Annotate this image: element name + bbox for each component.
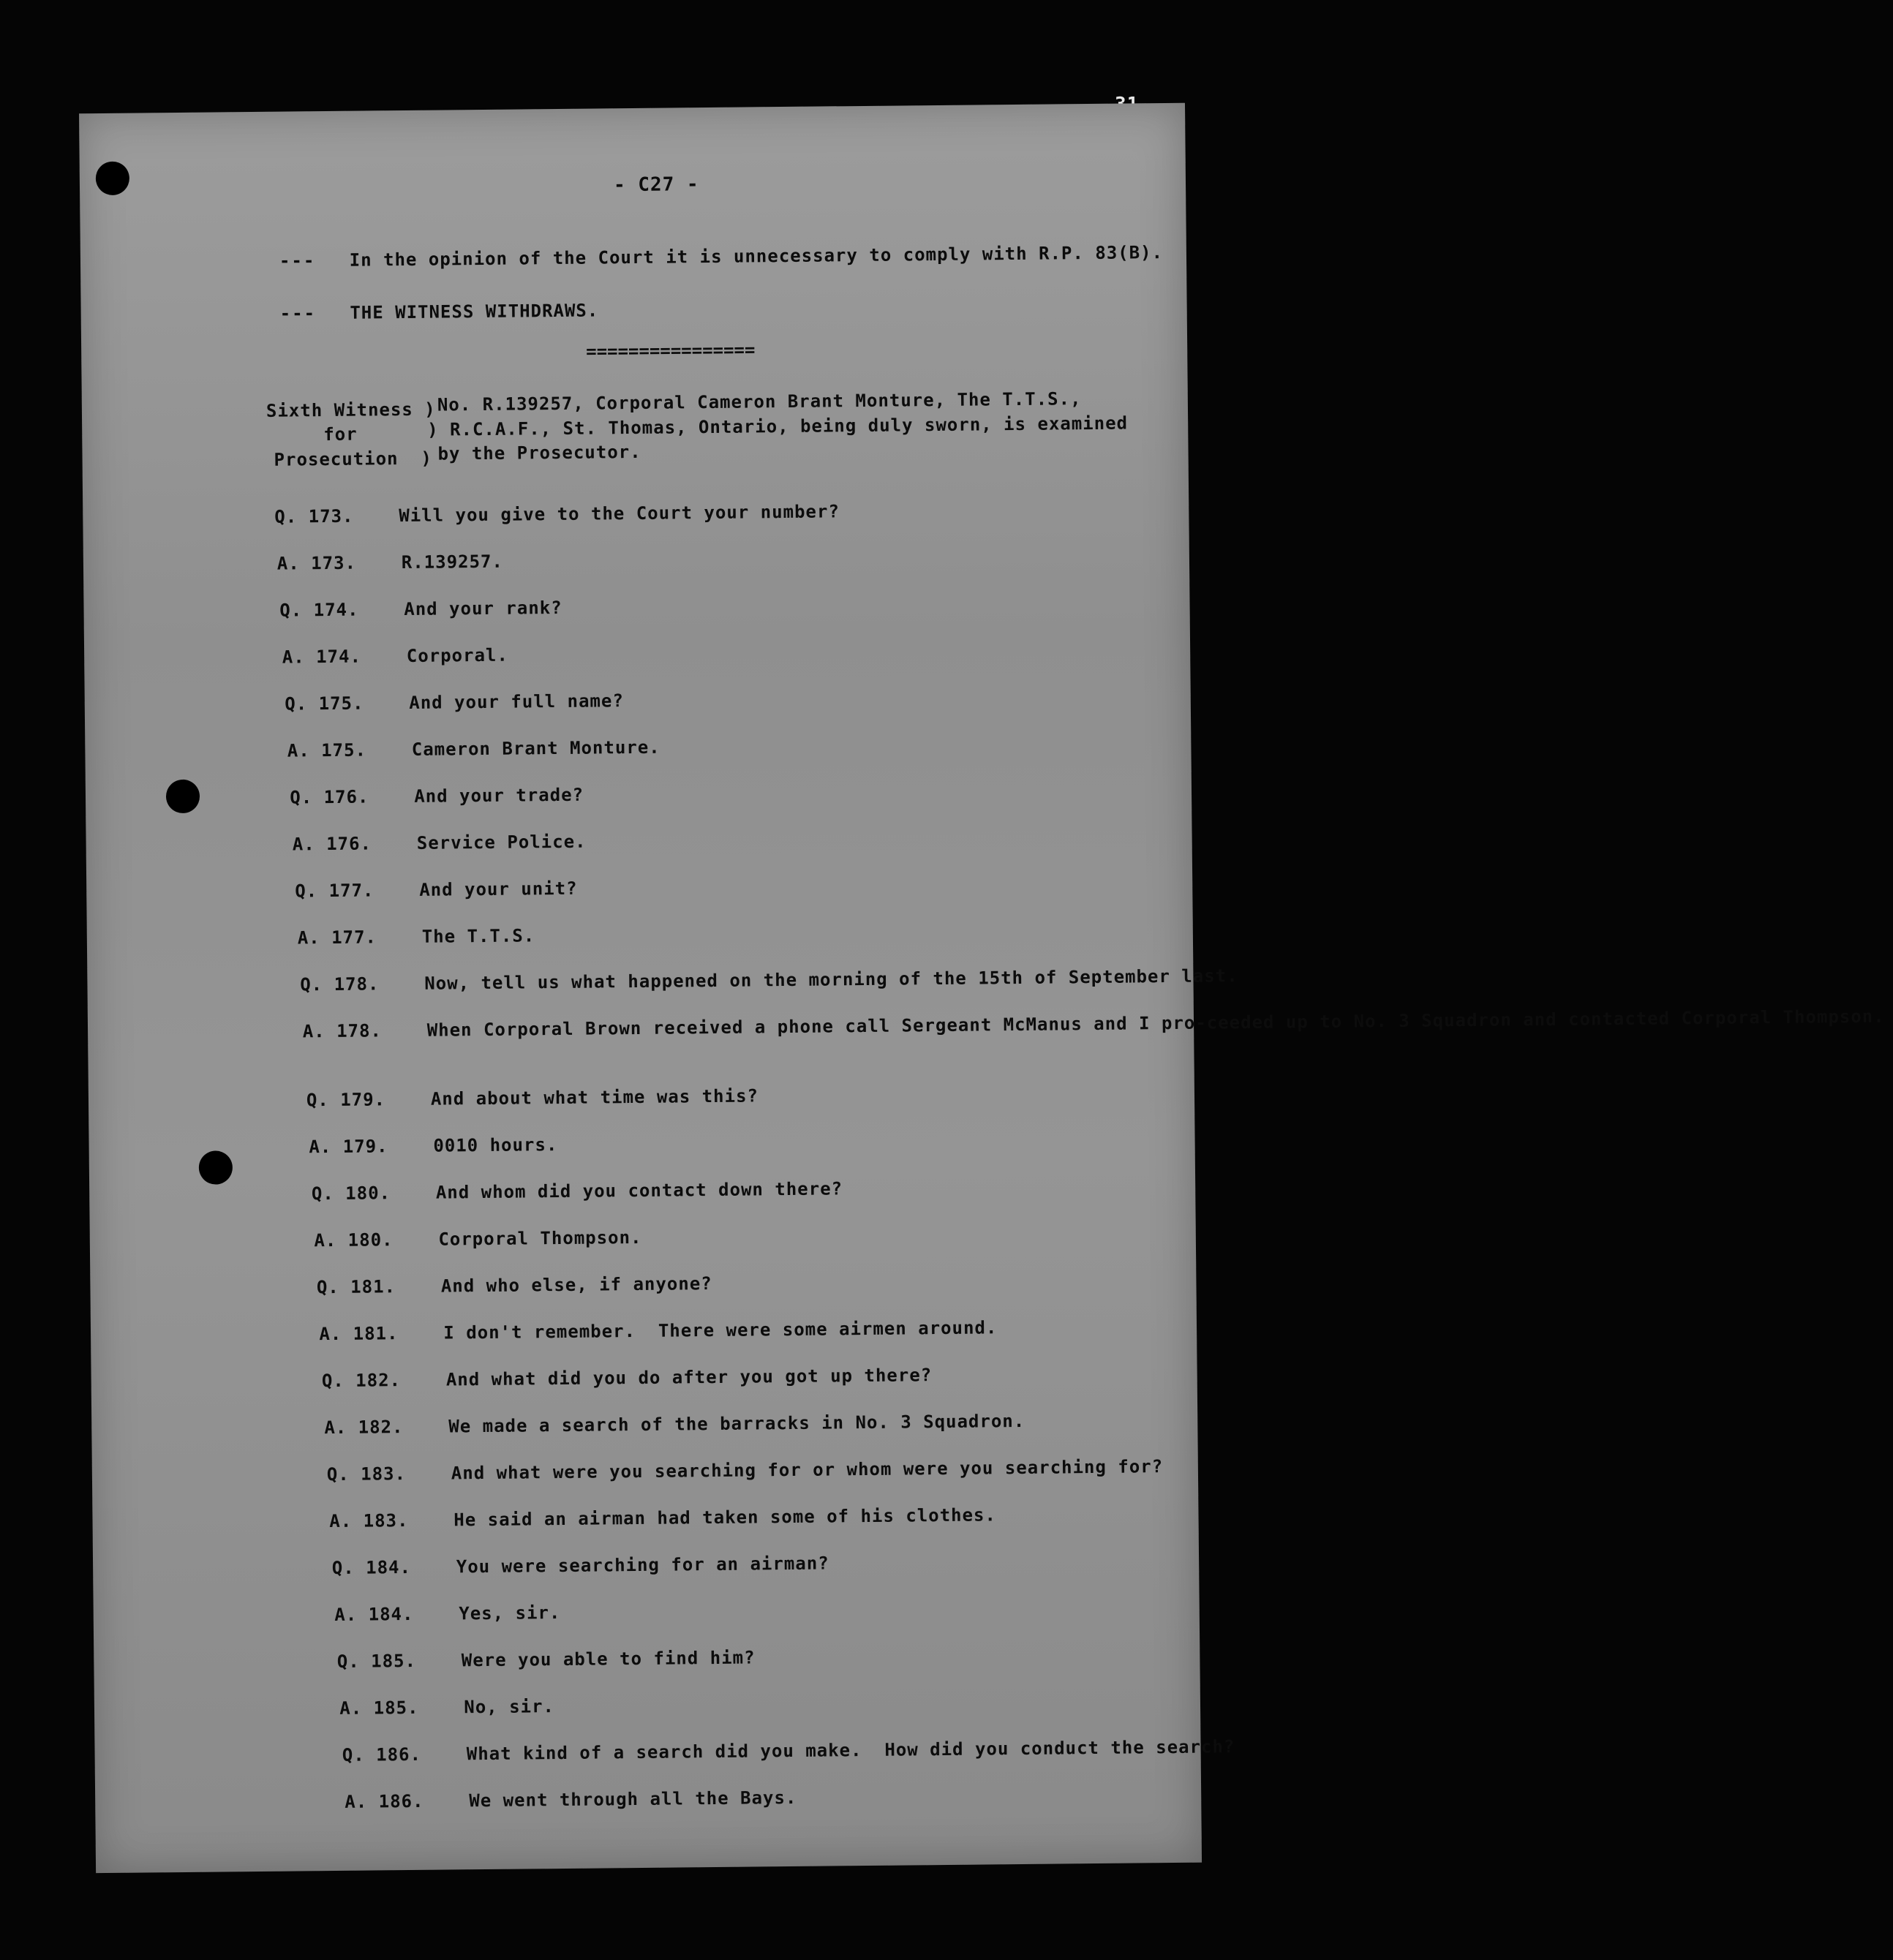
entry-number: Q. 177. xyxy=(295,880,375,902)
entry-text xyxy=(459,1602,560,1624)
punch-hole-top xyxy=(96,162,129,195)
entry-text xyxy=(424,965,1238,994)
entry-line: 0010 hours. xyxy=(433,1134,558,1156)
entry-text xyxy=(446,1365,933,1390)
answer-entry xyxy=(339,1696,554,1719)
entry-number: A. 175. xyxy=(287,739,367,761)
witness-label-line: Prosecution ) xyxy=(274,448,433,470)
entry-text xyxy=(456,1553,829,1578)
note-dash: --- xyxy=(279,303,317,324)
entry-line: He said an airman had taken some of his clothes. xyxy=(454,1504,997,1531)
entry-line: And your full name? xyxy=(409,690,624,713)
entry-number: Q. 182. xyxy=(321,1370,402,1392)
entry-number: Q. 175. xyxy=(285,693,364,715)
question-entry xyxy=(290,785,584,808)
separator-line: ================ xyxy=(586,339,756,362)
entry-line: And who else, if anyone? xyxy=(440,1273,712,1297)
entry-text xyxy=(438,1227,641,1250)
entry-number: Q. 186. xyxy=(342,1744,422,1765)
entry-line: And your rank? xyxy=(404,597,562,620)
entry-text xyxy=(436,1178,843,1202)
witness-statement-line: by the Prosecutor. xyxy=(437,441,641,464)
answer-entry xyxy=(345,1787,797,1812)
entry-text xyxy=(402,551,503,573)
question-entry xyxy=(327,1456,1164,1485)
answer-entry xyxy=(298,925,535,948)
entry-number: Q. 184. xyxy=(331,1556,412,1579)
entry-number: A. 178. xyxy=(302,1020,383,1042)
entry-number: A. 180. xyxy=(314,1229,394,1251)
entry-line: And whom did you contact down there? xyxy=(435,1178,843,1203)
answer-entry xyxy=(277,551,503,574)
entry-number: Q. 181. xyxy=(316,1276,396,1298)
answer-entry xyxy=(287,737,661,761)
entry-number: Q. 174. xyxy=(279,599,359,621)
entry-number: A. 185. xyxy=(339,1697,419,1719)
entry-text xyxy=(469,1787,797,1811)
entry-number: A. 181. xyxy=(319,1323,399,1345)
entry-text xyxy=(417,832,587,853)
question-entry xyxy=(274,501,840,527)
answer-entry xyxy=(282,645,508,668)
entry-text xyxy=(414,785,584,807)
entry-text xyxy=(427,1006,1885,1041)
entry-number: Q. 180. xyxy=(311,1183,391,1205)
folio-number: - C27 - xyxy=(613,173,699,197)
entry-text xyxy=(451,1456,1164,1483)
entry-number: A. 179. xyxy=(309,1136,388,1158)
witness-statement-line: ) R.C.A.F., St. Thomas, Ontario, being duly sworn, is examined xyxy=(427,412,1129,440)
entry-text xyxy=(431,1085,759,1109)
answer-entry xyxy=(314,1227,641,1251)
witness-label-line: for xyxy=(323,423,358,445)
note-dash: --- xyxy=(279,250,316,271)
answer-entry xyxy=(309,1134,557,1157)
entry-number: A. 174. xyxy=(282,646,362,668)
entry-line: No, sir. xyxy=(464,1696,555,1718)
note-text: In the opinion of the Court it is unnecessary to comply with R.P. 83(B). xyxy=(349,242,1164,271)
entry-line: Were you able to find him? xyxy=(461,1647,756,1671)
procedure-note xyxy=(279,242,1163,271)
entry-text xyxy=(454,1504,996,1530)
entry-number: Q. 185. xyxy=(336,1650,417,1672)
witness-statement-line: No. R.139257, Corporal Cameron Brant Monture, The T.T.S., xyxy=(437,388,1082,415)
entry-line: The T.T.S. xyxy=(421,925,535,947)
punch-hole-bottom xyxy=(199,1150,233,1184)
entry-number: A. 183. xyxy=(329,1510,409,1532)
entry-line: What kind of a search did you make. How did you conduct the search? xyxy=(466,1736,1235,1765)
question-entry xyxy=(306,1085,759,1110)
answer-entry xyxy=(319,1317,997,1344)
question-entry xyxy=(300,965,1238,995)
entry-line: We made a search of the barracks in No. 3 Squadron. xyxy=(448,1410,1025,1437)
entry-number: A. 177. xyxy=(297,927,377,949)
entry-line: When Corporal Brown received a phone call Sergeant McManus and I pro- xyxy=(426,1012,1207,1041)
entry-number: Q. 173. xyxy=(274,505,354,527)
entry-text xyxy=(443,1317,997,1343)
procedure-note xyxy=(280,300,599,323)
entry-line: Yes, sir. xyxy=(459,1602,561,1624)
entry-text xyxy=(462,1647,756,1670)
entry-line: Will you give to the Court your number? xyxy=(399,501,840,527)
entry-text xyxy=(407,645,508,666)
entry-line: And what were you searching for or whom were you searching for? xyxy=(451,1456,1164,1484)
entry-line: We went through all the Bays. xyxy=(469,1787,797,1812)
witness-label-line: Sixth Witness ) xyxy=(266,399,436,421)
question-entry xyxy=(342,1736,1235,1765)
entry-number: A. 184. xyxy=(334,1603,414,1625)
entry-line: And about what time was this? xyxy=(430,1085,759,1109)
entry-line: I don't remember. There were some airmen around. xyxy=(443,1317,998,1343)
punch-hole-middle xyxy=(166,780,200,813)
entry-line: Now, tell us what happened on the morning of the 15th of September last. xyxy=(424,965,1238,994)
entry-number: Q. 176. xyxy=(290,786,369,808)
entry-number: A. 182. xyxy=(324,1417,404,1439)
entry-text xyxy=(399,501,840,526)
entry-number: Q. 183. xyxy=(326,1463,407,1485)
entry-text xyxy=(464,1696,554,1717)
entry-text xyxy=(422,925,535,946)
document-sheet xyxy=(79,103,1885,1873)
question-entry xyxy=(279,598,562,621)
entry-number: A. 186. xyxy=(345,1790,424,1812)
entry-number: A. 176. xyxy=(292,833,372,855)
entry-line: R.139257. xyxy=(401,551,503,573)
question-entry xyxy=(337,1647,756,1671)
entry-line: ceeded up to No. 3 Squadron and contacted Corporal Thompson. xyxy=(1206,1006,1885,1033)
entry-text xyxy=(409,690,624,713)
entry-line: Corporal Thompson. xyxy=(438,1226,642,1250)
question-entry xyxy=(285,690,624,714)
entry-line: Cameron Brant Monture. xyxy=(411,736,661,760)
question-entry xyxy=(332,1553,829,1579)
answer-entry xyxy=(293,832,587,855)
note-text: THE WITNESS WITHDRAWS. xyxy=(350,300,599,323)
entry-text xyxy=(441,1273,712,1297)
entry-number: Q. 178. xyxy=(300,973,380,995)
entry-text xyxy=(433,1134,557,1156)
entry-number: A. 173. xyxy=(276,552,357,574)
answer-entry xyxy=(329,1504,996,1531)
question-entry xyxy=(322,1365,933,1391)
question-entry xyxy=(312,1178,843,1204)
entry-line: You were searching for an airman? xyxy=(456,1553,829,1578)
entry-text xyxy=(467,1736,1235,1764)
answer-entry xyxy=(324,1411,1025,1438)
entry-text xyxy=(404,598,562,619)
entry-text xyxy=(419,878,578,900)
answer-entry xyxy=(303,1006,1885,1042)
entry-text xyxy=(412,737,661,760)
entry-number: Q. 179. xyxy=(306,1089,386,1111)
answer-entry xyxy=(334,1602,560,1625)
entry-line: And your trade? xyxy=(414,784,584,807)
question-entry xyxy=(295,878,578,902)
entry-line: And your unit? xyxy=(419,878,578,900)
entry-line: Service Police. xyxy=(416,831,587,853)
entry-text xyxy=(448,1411,1025,1437)
entry-line: And what did you do after you got up there? xyxy=(445,1365,933,1390)
entry-line: Corporal. xyxy=(406,644,508,666)
question-entry xyxy=(317,1273,712,1297)
